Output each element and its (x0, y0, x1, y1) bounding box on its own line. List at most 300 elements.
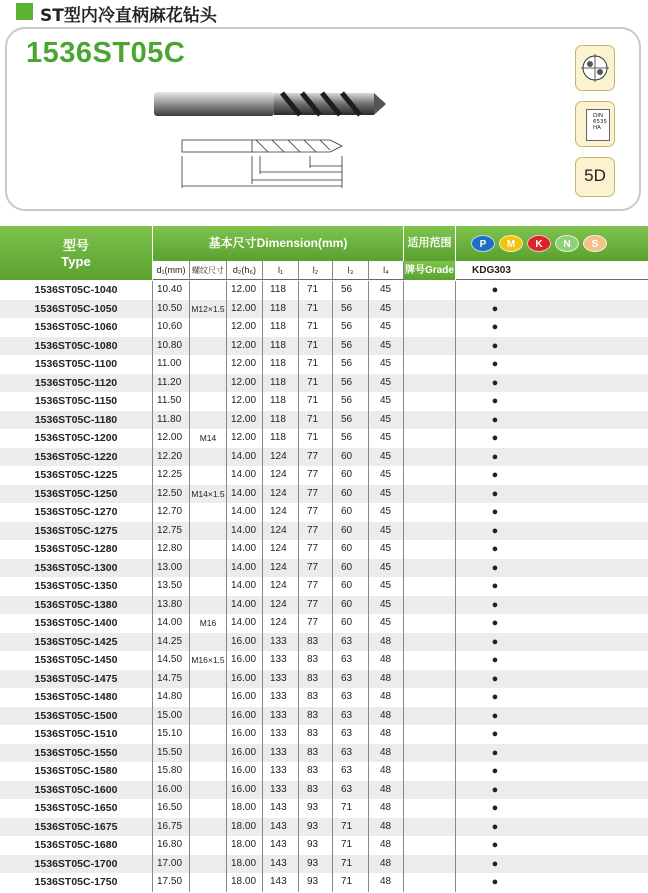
cell-range-empty (404, 688, 456, 707)
cell-l3: 56 (333, 392, 369, 411)
cell-type: 1536ST05C-1475 (0, 670, 153, 689)
availability-dot: ● (491, 765, 499, 777)
product-model: 1536ST05C (26, 37, 186, 69)
cell-l3: 56 (333, 411, 369, 430)
cell-l2: 77 (299, 614, 333, 633)
cell-m (190, 448, 227, 467)
cell-range-empty (404, 873, 456, 892)
cell-l4: 45 (369, 392, 404, 411)
cell-m (190, 559, 227, 578)
cell-l2: 71 (299, 392, 333, 411)
table-row (0, 836, 648, 855)
availability-dot: ● (491, 617, 499, 629)
cell-l3: 60 (333, 466, 369, 485)
cell-m (190, 392, 227, 411)
cell-type: 1536ST05C-1550 (0, 744, 153, 763)
cell-l2: 71 (299, 300, 333, 319)
cell-l4: 45 (369, 614, 404, 633)
cell-range-empty (404, 374, 456, 393)
cell-l1: 118 (263, 281, 299, 300)
cell-d1: 13.50 (153, 577, 190, 596)
cell-m (190, 281, 227, 300)
cell-l4: 45 (369, 448, 404, 467)
availability-dot: ● (491, 376, 499, 389)
cell-type: 1536ST05C-1080 (0, 337, 153, 356)
cell-d2: 18.00 (227, 855, 263, 874)
cell-l4: 48 (369, 633, 404, 652)
cell-type: 1536ST05C-1200 (0, 429, 153, 448)
header-dimension: 基本尺寸Dimension(mm) (153, 226, 404, 261)
cell-d1: 11.00 (153, 355, 190, 374)
cell-l3: 63 (333, 781, 369, 800)
cell-l4: 48 (369, 725, 404, 744)
table-row (0, 633, 648, 652)
header-l4: l₄ (369, 261, 404, 280)
cell-l4: 48 (369, 670, 404, 689)
cell-l4: 48 (369, 688, 404, 707)
cell-l2: 83 (299, 744, 333, 763)
cell-l2: 77 (299, 485, 333, 504)
cell-l1: 118 (263, 300, 299, 319)
cell-l3: 56 (333, 355, 369, 374)
cell-l4: 45 (369, 281, 404, 300)
table-row (0, 744, 648, 763)
cell-l3: 63 (333, 688, 369, 707)
cell-m (190, 411, 227, 430)
cell-l2: 77 (299, 448, 333, 467)
cell-range-empty (404, 355, 456, 374)
cell-d2: 14.00 (227, 614, 263, 633)
cell-d2: 16.00 (227, 633, 263, 652)
cell-d1: 14.50 (153, 651, 190, 670)
cell-d2: 16.00 (227, 725, 263, 744)
cell-l4: 48 (369, 873, 404, 892)
table-row (0, 300, 648, 319)
section-marker-icon (16, 3, 33, 20)
cell-l4: 45 (369, 577, 404, 596)
cell-type: 1536ST05C-1425 (0, 633, 153, 652)
availability-dot: ● (491, 413, 499, 426)
cell-l2: 77 (299, 522, 333, 541)
cell-l4: 45 (369, 522, 404, 541)
cell-range-empty (404, 411, 456, 430)
cell-l4: 45 (369, 429, 404, 448)
cell-m: M14 (190, 429, 227, 448)
cell-m (190, 633, 227, 652)
cell-type: 1536ST05C-1280 (0, 540, 153, 559)
cell-type: 1536ST05C-1300 (0, 559, 153, 578)
cell-range-empty (404, 818, 456, 837)
cell-l4: 48 (369, 818, 404, 837)
availability-dot: ● (491, 432, 499, 444)
cell-m (190, 374, 227, 393)
cell-l4: 45 (369, 596, 404, 615)
cell-range-empty (404, 429, 456, 448)
cell-d1: 11.80 (153, 411, 190, 430)
availability-dot: ● (491, 284, 499, 296)
cell-d1: 13.80 (153, 596, 190, 615)
availability-dot: ● (491, 654, 499, 666)
cell-d2: 14.00 (227, 448, 263, 467)
cell-range-empty (404, 318, 456, 337)
cell-l4: 48 (369, 762, 404, 781)
availability-dot: ● (491, 487, 499, 500)
cell-l1: 143 (263, 818, 299, 837)
cell-m (190, 725, 227, 744)
dimension-drawing-icon (160, 128, 370, 196)
cell-l2: 77 (299, 503, 333, 522)
cell-range-empty (404, 503, 456, 522)
cell-m (190, 707, 227, 726)
header-l3: l₃ (333, 261, 369, 280)
cell-l1: 133 (263, 688, 299, 707)
cell-type: 1536ST05C-1225 (0, 466, 153, 485)
cell-d1: 16.80 (153, 836, 190, 855)
cell-l3: 56 (333, 281, 369, 300)
table-row (0, 392, 648, 411)
cell-l3: 63 (333, 633, 369, 652)
cell-type: 1536ST05C-1040 (0, 281, 153, 300)
cell-range-empty (404, 485, 456, 504)
table-row (0, 670, 648, 689)
cell-l1: 124 (263, 485, 299, 504)
cell-l3: 71 (333, 799, 369, 818)
cell-type: 1536ST05C-1650 (0, 799, 153, 818)
cell-l3: 63 (333, 707, 369, 726)
cell-d2: 12.00 (227, 337, 263, 356)
cell-d2: 18.00 (227, 799, 263, 818)
table-row (0, 559, 648, 578)
cell-range-empty (404, 300, 456, 319)
cell-l2: 77 (299, 559, 333, 578)
cell-l2: 83 (299, 651, 333, 670)
cell-m (190, 762, 227, 781)
depth-label: 5D (584, 166, 606, 185)
cell-d2: 14.00 (227, 559, 263, 578)
cell-range-empty (404, 651, 456, 670)
cell-d1: 12.70 (153, 503, 190, 522)
availability-dot: ● (491, 672, 499, 685)
cell-range-empty (404, 836, 456, 855)
table-row (0, 614, 648, 633)
cell-range-empty (404, 559, 456, 578)
material-k-badge: K (527, 235, 551, 252)
cell-l2: 71 (299, 355, 333, 374)
cell-type: 1536ST05C-1120 (0, 374, 153, 393)
cell-range-empty (404, 781, 456, 800)
cell-d2: 18.00 (227, 873, 263, 892)
availability-dot: ● (491, 469, 499, 481)
internal-coolant-icon (575, 45, 615, 91)
cell-l1: 133 (263, 670, 299, 689)
cell-range-empty (404, 540, 456, 559)
cell-l1: 133 (263, 633, 299, 652)
cell-m (190, 799, 227, 818)
cell-l2: 71 (299, 429, 333, 448)
cell-l2: 83 (299, 633, 333, 652)
cell-d2: 16.00 (227, 651, 263, 670)
cell-l2: 83 (299, 725, 333, 744)
cell-range-empty (404, 337, 456, 356)
table-row (0, 540, 648, 559)
cell-l1: 133 (263, 725, 299, 744)
cell-m: M16 (190, 614, 227, 633)
availability-dot: ● (491, 580, 499, 592)
cell-l1: 133 (263, 781, 299, 800)
cell-type: 1536ST05C-1060 (0, 318, 153, 337)
cell-l2: 71 (299, 281, 333, 300)
cell-l2: 71 (299, 318, 333, 337)
cell-type: 1536ST05C-1700 (0, 855, 153, 874)
cell-l1: 133 (263, 744, 299, 763)
table-row (0, 429, 648, 448)
cell-m (190, 355, 227, 374)
cell-type: 1536ST05C-1180 (0, 411, 153, 430)
table-row (0, 337, 648, 356)
cell-m (190, 781, 227, 800)
cell-l1: 143 (263, 836, 299, 855)
cell-l3: 71 (333, 873, 369, 892)
cell-l2: 83 (299, 762, 333, 781)
cell-l4: 45 (369, 337, 404, 356)
table-row (0, 448, 648, 467)
cell-d1: 12.75 (153, 522, 190, 541)
cell-l2: 93 (299, 855, 333, 874)
cell-l4: 48 (369, 836, 404, 855)
cell-d2: 16.00 (227, 688, 263, 707)
cell-type: 1536ST05C-1750 (0, 873, 153, 892)
cell-d2: 12.00 (227, 281, 263, 300)
cell-l1: 133 (263, 762, 299, 781)
cell-l4: 48 (369, 744, 404, 763)
header-grade: 牌号Grade (404, 261, 456, 280)
cell-l2: 83 (299, 781, 333, 800)
cell-type: 1536ST05C-1050 (0, 300, 153, 319)
cell-l1: 143 (263, 799, 299, 818)
cell-d2: 14.00 (227, 540, 263, 559)
availability-dot: ● (491, 839, 499, 851)
cell-l4: 48 (369, 707, 404, 726)
cell-d1: 10.50 (153, 300, 190, 319)
cell-l1: 118 (263, 392, 299, 411)
cell-l4: 48 (369, 651, 404, 670)
table-row (0, 485, 648, 504)
cell-d1: 15.10 (153, 725, 190, 744)
cell-l1: 118 (263, 411, 299, 430)
cell-d2: 16.00 (227, 744, 263, 763)
cell-d2: 18.00 (227, 818, 263, 837)
cell-m: M14×1.5 (190, 485, 227, 504)
availability-dot: ● (491, 450, 499, 463)
cell-m: M16×1.5 (190, 651, 227, 670)
cell-l4: 45 (369, 485, 404, 504)
din-number: 6535 (593, 119, 607, 125)
cell-m (190, 670, 227, 689)
header-l2: l₂ (299, 261, 333, 280)
cell-l1: 143 (263, 873, 299, 892)
cell-l4: 45 (369, 540, 404, 559)
availability-dot: ● (491, 820, 499, 833)
cell-type: 1536ST05C-1675 (0, 818, 153, 837)
din-type: HA (593, 125, 601, 131)
table-row (0, 725, 648, 744)
cell-range-empty (404, 448, 456, 467)
cell-range-empty (404, 855, 456, 874)
cell-range-empty (404, 744, 456, 763)
cell-d1: 10.40 (153, 281, 190, 300)
cell-l3: 56 (333, 300, 369, 319)
availability-dot: ● (491, 876, 499, 888)
cell-d2: 14.00 (227, 503, 263, 522)
din-document-icon (586, 109, 610, 141)
cell-m (190, 855, 227, 874)
table-row (0, 281, 648, 300)
table-row (0, 411, 648, 430)
material-m-badge: M (499, 235, 523, 252)
cell-l4: 45 (369, 318, 404, 337)
cell-l1: 124 (263, 540, 299, 559)
cell-d1: 12.00 (153, 429, 190, 448)
cell-l3: 71 (333, 836, 369, 855)
cell-l3: 71 (333, 855, 369, 874)
cell-d1: 16.50 (153, 799, 190, 818)
cell-type: 1536ST05C-1680 (0, 836, 153, 855)
cell-d2: 14.00 (227, 577, 263, 596)
cell-range-empty (404, 725, 456, 744)
cell-d2: 12.00 (227, 429, 263, 448)
material-badges (456, 226, 648, 261)
header-type (0, 226, 153, 280)
cell-l3: 60 (333, 485, 369, 504)
cell-d1: 16.00 (153, 781, 190, 800)
availability-dot: ● (491, 728, 499, 740)
cell-l3: 60 (333, 522, 369, 541)
header-thread: 螺纹尺寸 (190, 261, 227, 280)
cell-l1: 118 (263, 318, 299, 337)
cell-l4: 45 (369, 466, 404, 485)
cell-range-empty (404, 762, 456, 781)
cell-type: 1536ST05C-1400 (0, 614, 153, 633)
cell-d1: 12.25 (153, 466, 190, 485)
cell-l2: 77 (299, 577, 333, 596)
availability-dot: ● (491, 358, 499, 370)
cell-l3: 60 (333, 577, 369, 596)
availability-dot: ● (491, 598, 499, 611)
cell-l2: 71 (299, 374, 333, 393)
cell-range-empty (404, 596, 456, 615)
cell-l2: 77 (299, 466, 333, 485)
availability-dot: ● (491, 802, 499, 814)
cell-d1: 14.80 (153, 688, 190, 707)
cell-l1: 124 (263, 503, 299, 522)
table-header (0, 226, 648, 280)
cell-l1: 118 (263, 355, 299, 374)
cell-type: 1536ST05C-1450 (0, 651, 153, 670)
cell-d1: 13.00 (153, 559, 190, 578)
cell-d2: 16.00 (227, 762, 263, 781)
cell-l3: 63 (333, 744, 369, 763)
cell-l2: 71 (299, 337, 333, 356)
availability-dot: ● (491, 302, 499, 315)
cell-l1: 133 (263, 707, 299, 726)
cell-m: M12×1.5 (190, 300, 227, 319)
cell-l1: 124 (263, 614, 299, 633)
cell-m (190, 577, 227, 596)
availability-dot: ● (491, 635, 499, 648)
cell-l3: 60 (333, 559, 369, 578)
cell-d2: 12.00 (227, 392, 263, 411)
cell-d2: 16.00 (227, 670, 263, 689)
availability-dot: ● (491, 746, 499, 759)
cell-type: 1536ST05C-1250 (0, 485, 153, 504)
material-p-badge: P (471, 235, 495, 252)
cell-m (190, 522, 227, 541)
cell-type: 1536ST05C-1600 (0, 781, 153, 800)
availability-dot: ● (491, 783, 499, 796)
table-row (0, 577, 648, 596)
cell-d2: 12.00 (227, 374, 263, 393)
table-row (0, 466, 648, 485)
cell-d1: 17.50 (153, 873, 190, 892)
cell-d1: 10.80 (153, 337, 190, 356)
availability-dot: ● (491, 691, 499, 703)
cell-type: 1536ST05C-1350 (0, 577, 153, 596)
cell-range-empty (404, 614, 456, 633)
table-row (0, 355, 648, 374)
din-label: DIN (593, 113, 603, 119)
depth-badge (575, 157, 615, 197)
cell-d2: 12.00 (227, 411, 263, 430)
table-row (0, 651, 648, 670)
cell-type: 1536ST05C-1220 (0, 448, 153, 467)
cell-l4: 45 (369, 559, 404, 578)
cell-type: 1536ST05C-1275 (0, 522, 153, 541)
table-row (0, 855, 648, 874)
cell-l2: 71 (299, 411, 333, 430)
cell-l1: 118 (263, 337, 299, 356)
cell-l4: 45 (369, 300, 404, 319)
cell-range-empty (404, 670, 456, 689)
cell-type: 1536ST05C-1380 (0, 596, 153, 615)
cell-range-empty (404, 577, 456, 596)
cell-d1: 12.20 (153, 448, 190, 467)
cell-l2: 93 (299, 799, 333, 818)
material-s-badge: S (583, 235, 607, 252)
cell-m (190, 818, 227, 837)
cell-range-empty (404, 633, 456, 652)
table-row (0, 707, 648, 726)
cell-d2: 12.00 (227, 318, 263, 337)
material-n-badge: N (555, 235, 579, 252)
cell-m (190, 596, 227, 615)
cell-l3: 56 (333, 374, 369, 393)
table-row (0, 799, 648, 818)
table-row (0, 522, 648, 541)
din-standard-icon (575, 101, 615, 147)
cell-d1: 11.20 (153, 374, 190, 393)
cell-d2: 14.00 (227, 522, 263, 541)
header-range: 适用范围 (404, 226, 456, 261)
cell-l2: 83 (299, 688, 333, 707)
cell-d1: 15.80 (153, 762, 190, 781)
grade-value: KDG303 (456, 261, 648, 280)
table-row (0, 762, 648, 781)
cell-l1: 124 (263, 448, 299, 467)
cell-d1: 15.50 (153, 744, 190, 763)
table-row (0, 688, 648, 707)
cell-range-empty (404, 522, 456, 541)
cell-d1: 14.25 (153, 633, 190, 652)
